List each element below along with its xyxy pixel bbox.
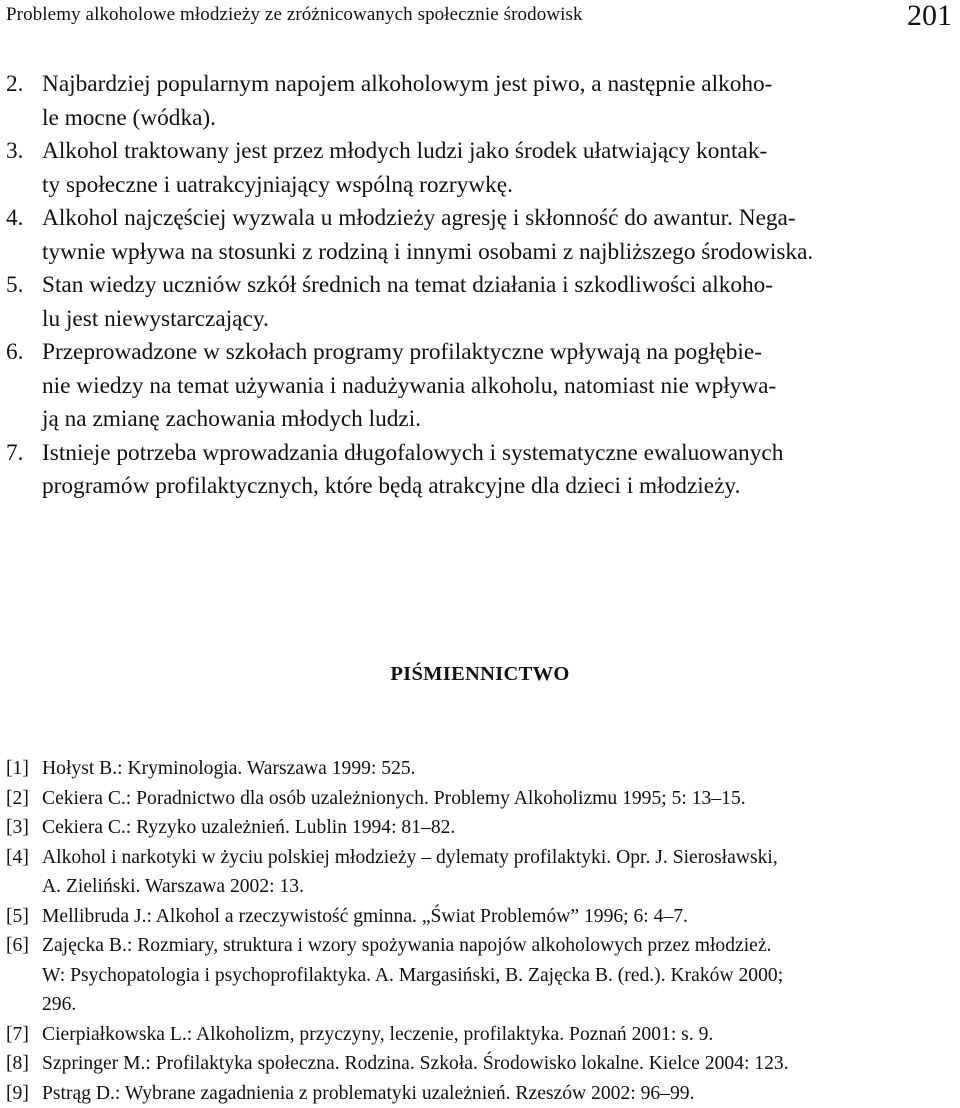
reference-number: [3] <box>6 813 29 843</box>
reference-number: [6] <box>6 931 29 961</box>
reference-text-line: Mellibruda J.: Alkohol a rzeczywistość gminna. „Świat Problemów” 1996; 6: 4–7. <box>42 902 952 932</box>
conclusion-number: 3. <box>6 135 23 169</box>
conclusion-item <box>6 68 952 135</box>
reference-item <box>6 813 952 843</box>
conclusion-text-line: ty społeczne i uatrakcyjniający wspólną rozrywkę. <box>42 169 952 203</box>
conclusion-item <box>6 437 952 504</box>
reference-number: [5] <box>6 902 29 932</box>
conclusion-text-line: Przeprowadzone w szkołach programy profilaktyczne wpływają na pogłębie- <box>42 336 952 370</box>
references-list <box>6 754 952 1108</box>
reference-item <box>6 931 952 1020</box>
page-number: 201 <box>907 0 952 33</box>
conclusion-number: 4. <box>6 202 23 236</box>
reference-text-line: Cekiera C.: Ryzyko uzależnień. Lublin 1994: 81–82. <box>42 813 952 843</box>
conclusion-number: 2. <box>6 68 23 102</box>
conclusion-item <box>6 336 952 437</box>
reference-text-line: Alkohol i narkotyki w życiu polskiej młodzieży – dylematy profilaktyki. Opr. J. Sierosławski, <box>42 843 952 873</box>
reference-text-line: Cekiera C.: Poradnictwo dla osób uzależnionych. Problemy Alkoholizmu 1995; 5: 13–15. <box>42 784 952 814</box>
reference-item <box>6 1049 952 1079</box>
reference-item <box>6 1020 952 1050</box>
running-header-title: Problemy alkoholowe młodzieży ze zróżnicowanych społecznie środowisk <box>6 4 583 26</box>
conclusion-text-line: lu jest niewystarczający. <box>42 303 952 337</box>
reference-number: [1] <box>6 754 29 784</box>
reference-number: [7] <box>6 1020 29 1050</box>
conclusion-text-line: nie wiedzy na temat używania i nadużywania alkoholu, natomiast nie wpływa- <box>42 370 952 404</box>
reference-text-line: Pstrąg D.: Wybrane zagadnienia z problematyki uzależnień. Rzeszów 2002: 96–99. <box>42 1079 952 1108</box>
reference-number: [9] <box>6 1079 29 1108</box>
conclusion-text-line: programów profilaktycznych, które będą atrakcyjne dla dzieci i młodzieży. <box>42 470 952 504</box>
running-header <box>6 2 952 32</box>
conclusions-list <box>6 68 952 504</box>
conclusion-item <box>6 202 952 269</box>
conclusion-text-line: Najbardziej popularnym napojem alkoholowym jest piwo, a następnie alkoho- <box>42 68 952 102</box>
conclusion-item <box>6 135 952 202</box>
reference-number: [8] <box>6 1049 29 1079</box>
reference-text-line: W: Psychopatologia i psychoprofilaktyka. A. Margasiński, B. Zajęcka B. (red.). Kraków 2000; <box>42 961 952 991</box>
reference-item <box>6 754 952 784</box>
reference-number: [2] <box>6 784 29 814</box>
conclusion-text-line: tywnie wpływa na stosunki z rodziną i innymi osobami z najbliższego środowiska. <box>42 236 952 270</box>
reference-text-line: Hołyst B.: Kryminologia. Warszawa 1999: 525. <box>42 754 952 784</box>
conclusion-number: 6. <box>6 336 23 370</box>
reference-text-line: Zajęcka B.: Rozmiary, struktura i wzory spożywania napojów alkoholowych przez młodzież. <box>42 931 952 961</box>
conclusion-text-line: le mocne (wódka). <box>42 102 952 136</box>
conclusion-text-line: Alkohol traktowany jest przez młodych ludzi jako środek ułatwiający kontak- <box>42 135 952 169</box>
reference-item <box>6 902 952 932</box>
reference-text-line: Cierpiałkowska L.: Alkoholizm, przyczyny, leczenie, profilaktyka. Poznań 2001: s. 9. <box>42 1020 952 1050</box>
conclusion-text-line: ją na zmianę zachowania młodych ludzi. <box>42 403 952 437</box>
reference-item <box>6 784 952 814</box>
reference-item <box>6 1079 952 1108</box>
conclusion-number: 5. <box>6 269 23 303</box>
reference-number: [4] <box>6 843 29 873</box>
reference-text-line: Szpringer M.: Profilaktyka społeczna. Rodzina. Szkoła. Środowisko lokalne. Kielce 2004: 123. <box>42 1049 952 1079</box>
conclusion-item <box>6 269 952 336</box>
references-heading: PIŚMIENNICTWO <box>0 663 960 686</box>
conclusion-number: 7. <box>6 437 23 471</box>
conclusion-text-line: Istnieje potrzeba wprowadzania długofalowych i systematyczne ewaluowanych <box>42 437 952 471</box>
reference-text-line: A. Zieliński. Warszawa 2002: 13. <box>42 872 952 902</box>
reference-item <box>6 843 952 902</box>
conclusion-text-line: Stan wiedzy uczniów szkół średnich na temat działania i szkodliwości alkoho- <box>42 269 952 303</box>
conclusion-text-line: Alkohol najczęściej wyzwala u młodzieży agresję i skłonność do awantur. Nega- <box>42 202 952 236</box>
reference-text-line: 296. <box>42 990 952 1020</box>
